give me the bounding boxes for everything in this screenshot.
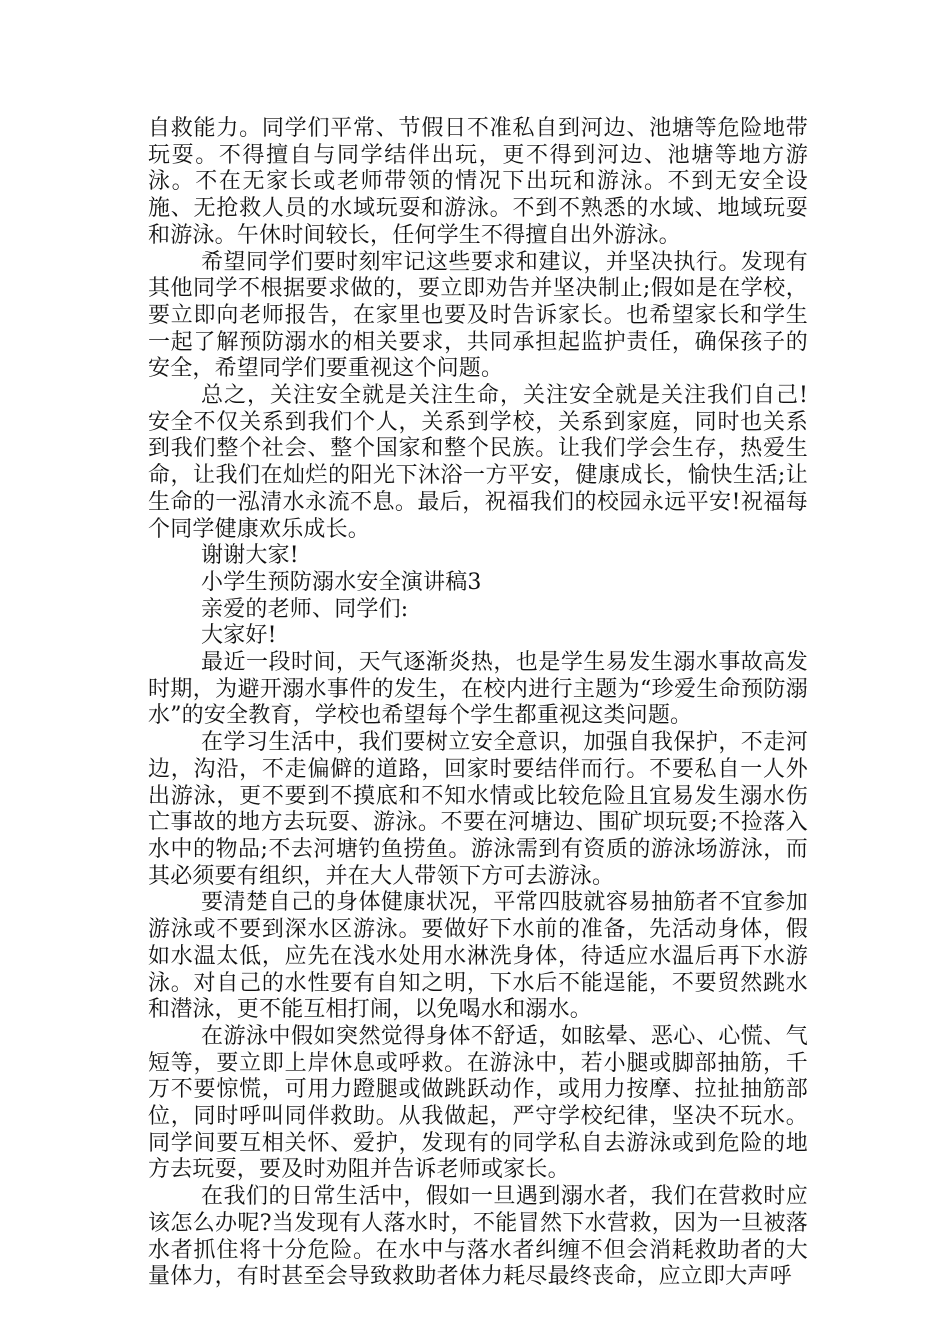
paragraph-9: 在学习生活中，我们要树立安全意识，加强自我保护，不走河边，沟沿，不走偏僻的道路，回家时要结伴而行。不要私自一人外出游泳，更不要到不摸底和不知水情或比较危险且宜易发生溺水伤亡事故的地方去玩耍、游泳。不要在河塘边、围矿坝玩耍;不捡落入水中的物品;不去河塘钓鱼捞鱼。游泳需到有资质的游泳场游泳，而其必须要有组织，并在大人带领下方可去游泳。 [148, 730, 808, 889]
paragraph-3: 总之，关注安全就是关注生命，关注安全就是关注我们自己!安全不仅关系到我们个人，关系到学校，关系到家庭，同时也关系到我们整个社会、整个国家和整个民族。让我们学会生存，热爱生命，让我们在灿烂的阳光下沐浴一方平安，健康成长，愉快生活;让生命的一泓清水永流不息。最后，祝福我们的校园永远平安!祝福每个同学健康欢乐成长。 [148, 383, 808, 542]
section-title: 小学生预防溺水安全演讲稿3 [201, 569, 482, 595]
paragraph-thanks: 谢谢大家! [201, 543, 299, 569]
paragraph-10: 要清楚自己的身体健康状况，平常四肢就容易抽筋者不宜参加游泳或不要到深水区游泳。要做好下水前的准备，先活动身体，假如水温太低，应先在浅水处用水淋洗身体，待适应水温后再下水游泳。对自己的水性要有自知之明，下水后不能逞能，不要贸然跳水和潜泳，更不能互相打闹，以免喝水和溺水。 [148, 890, 808, 1023]
greeting: 大家好! [201, 623, 277, 649]
paragraph-2: 希望同学们要时刻牢记这些要求和建议，并坚决执行。发现有其他同学不根据要求做的，要立即劝告并坚决制止;假如是在学校，要立即向老师报告，在家里也要及时告诉家长。也希望家长和学生一起了解预防溺水的相关要求，共同承担起监护责任，确保孩子的安全，希望同学们要重视这个问题。 [148, 249, 808, 382]
paragraph-1: 自救能力。同学们平常、节假日不准私自到河边、池塘等危险地带玩耍。不得擅自与同学结伴出玩，更不得到河边、池塘等地方游泳。不在无家长或老师带领的情况下出玩和游泳。不到无安全设施、无抢救人员的水域玩耍和游泳。不到不熟悉的水域、地域玩耍和游泳。午休时间较长，任何学生不得擅自出外游泳。 [148, 116, 808, 248]
paragraph-11: 在游泳中假如突然觉得身体不舒适，如眩晕、恶心、心慌、气短等，要立即上岸休息或呼救。在游泳中，若小腿或脚部抽筋，千万不要惊慌，可用力蹬腿或做跳跃动作，或用力按摩、拉扯抽筋部位，同时呼叫同伴救助。从我做起，严守学校纪律，坚决不玩水。同学间要互相关怀、爱护，发现有的同学私自去游泳或到危险的地方去玩耍，要及时劝阻并告诉老师或家长。 [148, 1023, 808, 1183]
paragraph-12: 在我们的日常生活中，假如一旦遇到溺水者，我们在营救时应该怎么办呢?当发现有人落水时，不能冒然下水营救，因为一旦被落水者抓住将十分危险。在水中与落水者纠缠不但会消耗救助者的大量体力，有时甚至会导致救助者体力耗尽最终丧命，应立即大声呼 [148, 1184, 808, 1290]
salutation: 亲爱的老师、同学们: [201, 596, 409, 622]
document-body [148, 116, 808, 1291]
paragraph-8: 最近一段时间，天气逐渐炎热，也是学生易发生溺水事故高发时期，为避开溺水事件的发生，在校内进行主题为“珍爱生命预防溺水”的安全教育，学校也希望每个学生都重视这类问题。 [148, 650, 808, 729]
